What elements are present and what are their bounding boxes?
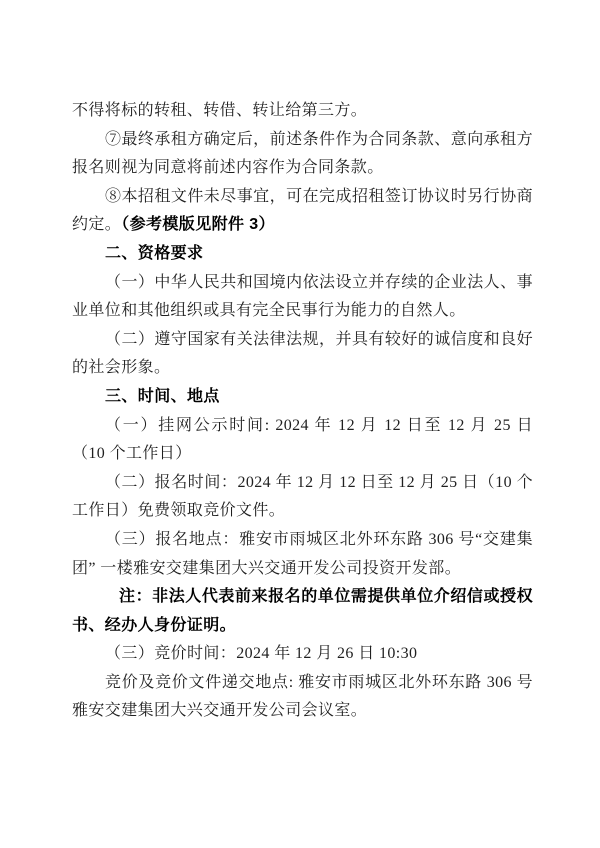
paragraph-item-8 xyxy=(72,183,533,240)
section-3-heading: 三、时间、地点 xyxy=(105,387,220,405)
paragraph-continuation: 不得将标的转租、转借、转让给第三方。 xyxy=(72,102,368,119)
section-2-heading: 二、资格要求 xyxy=(105,244,204,262)
section-3-item-3: （三）报名地点：雅安市雨城区北外环东路 306 号“交建集团” 一楼雅安交建集团大兴交通开发公司投资开发部。 xyxy=(72,530,533,577)
document-body xyxy=(72,97,533,726)
section-2-item-1: （一）中华人民共和国境内依法设立并存续的企业法人、事业单位和其他组织或具有完全民事行为能力的自然人。 xyxy=(72,273,533,320)
paragraph-item-8-text: ⑧本招租文件未尽事宜，可在完成招租签订协议时另行协商约定。 xyxy=(72,187,533,234)
paragraph-item-8-reference: （参考模版见附件 3） xyxy=(121,216,275,234)
section-3-item-5: 竞价及竞价文件递交地点: 雅安市雨城区北外环东路 306 号雅安交建集团大兴交通开发公司会议室。 xyxy=(72,673,533,720)
section-3-item-2: （二）报名时间：2024 年 12 月 12 日至 12 月 25 日（10 个工作日）免费领取竞价文件。 xyxy=(72,473,533,520)
section-3-note: 注：非法人代表前来报名的单位需提供单位介绍信或授权书、经办人身份证明。 xyxy=(72,588,533,634)
paragraph-item-7: ⑦最终承租方确定后，前述条件作为合同条款、意向承租方报名则视为同意将前述内容作为合同条款。 xyxy=(72,130,533,177)
section-2-item-2: （二）遵守国家有关法律法规，并具有较好的诚信度和良好的社会形象。 xyxy=(72,330,533,377)
section-3-item-1: （一）挂网公示时间: 2024 年 12 月 12 日至 12 月 25 日（10 个工作日） xyxy=(72,416,533,463)
section-3-item-4: （三）竞价时间：2024 年 12 月 26 日 10:30 xyxy=(105,645,418,663)
